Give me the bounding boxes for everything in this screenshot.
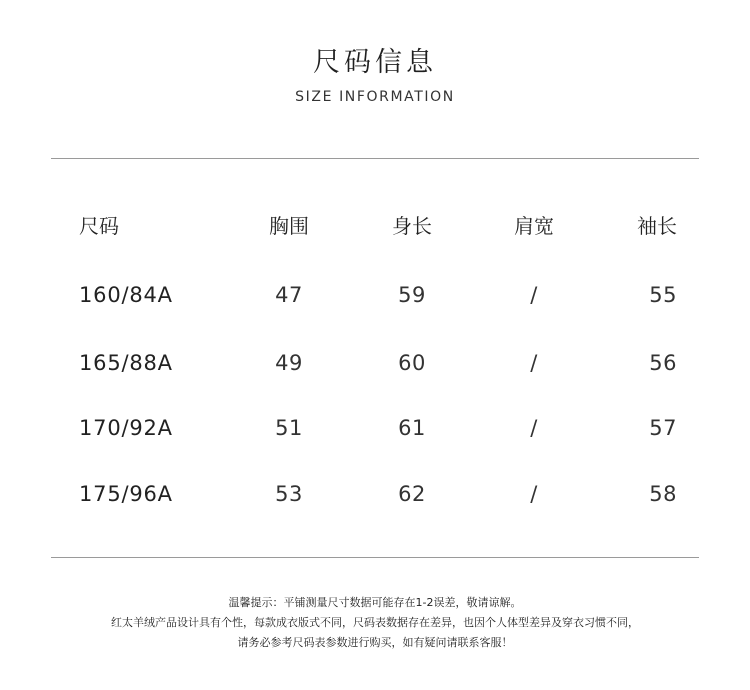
bottom-divider: [51, 557, 699, 558]
length-cell: 61: [398, 416, 426, 440]
notes-block: [0, 593, 750, 653]
length-cell: 62: [398, 482, 426, 506]
note-line: 温馨提示：平铺测量尺寸数据可能存在1-2误差，敬请谅解。: [228, 596, 522, 609]
chest-cell: 53: [275, 482, 303, 506]
column-header-shoulder: 肩宽: [514, 214, 554, 238]
shoulder-cell: /: [530, 283, 538, 307]
sleeve-cell: 58: [649, 482, 677, 506]
shoulder-cell: /: [530, 482, 538, 506]
shoulder-cell: /: [530, 416, 538, 440]
page-title: 尺码信息: [313, 47, 437, 78]
note-line: 红太羊绒产品设计具有个性，每款成衣版式不同，尺码表数据存在差异，也因个人体型差异及穿衣习惯不同，: [111, 616, 639, 629]
length-cell: 59: [398, 283, 426, 307]
chest-cell: 47: [275, 283, 303, 307]
size-cell: 175/96A: [79, 482, 173, 506]
chest-cell: 49: [275, 351, 303, 375]
shoulder-cell: /: [530, 351, 538, 375]
size-cell: 160/84A: [79, 283, 173, 307]
sleeve-cell: 56: [649, 351, 677, 375]
column-header-size: 尺码: [79, 214, 119, 238]
page-subtitle: SIZE INFORMATION: [295, 89, 455, 105]
size-cell: 165/88A: [79, 351, 173, 375]
chest-cell: 51: [275, 416, 303, 440]
sleeve-cell: 57: [649, 416, 677, 440]
size-cell: 170/92A: [79, 416, 173, 440]
length-cell: 60: [398, 351, 426, 375]
column-header-sleeve: 袖长: [637, 214, 677, 238]
column-header-length: 身长: [392, 214, 432, 238]
column-header-chest: 胸围: [269, 214, 309, 238]
note-line: 请务必参考尺码表参数进行购买，如有疑问请联系客服！: [237, 636, 513, 649]
sleeve-cell: 55: [649, 283, 677, 307]
